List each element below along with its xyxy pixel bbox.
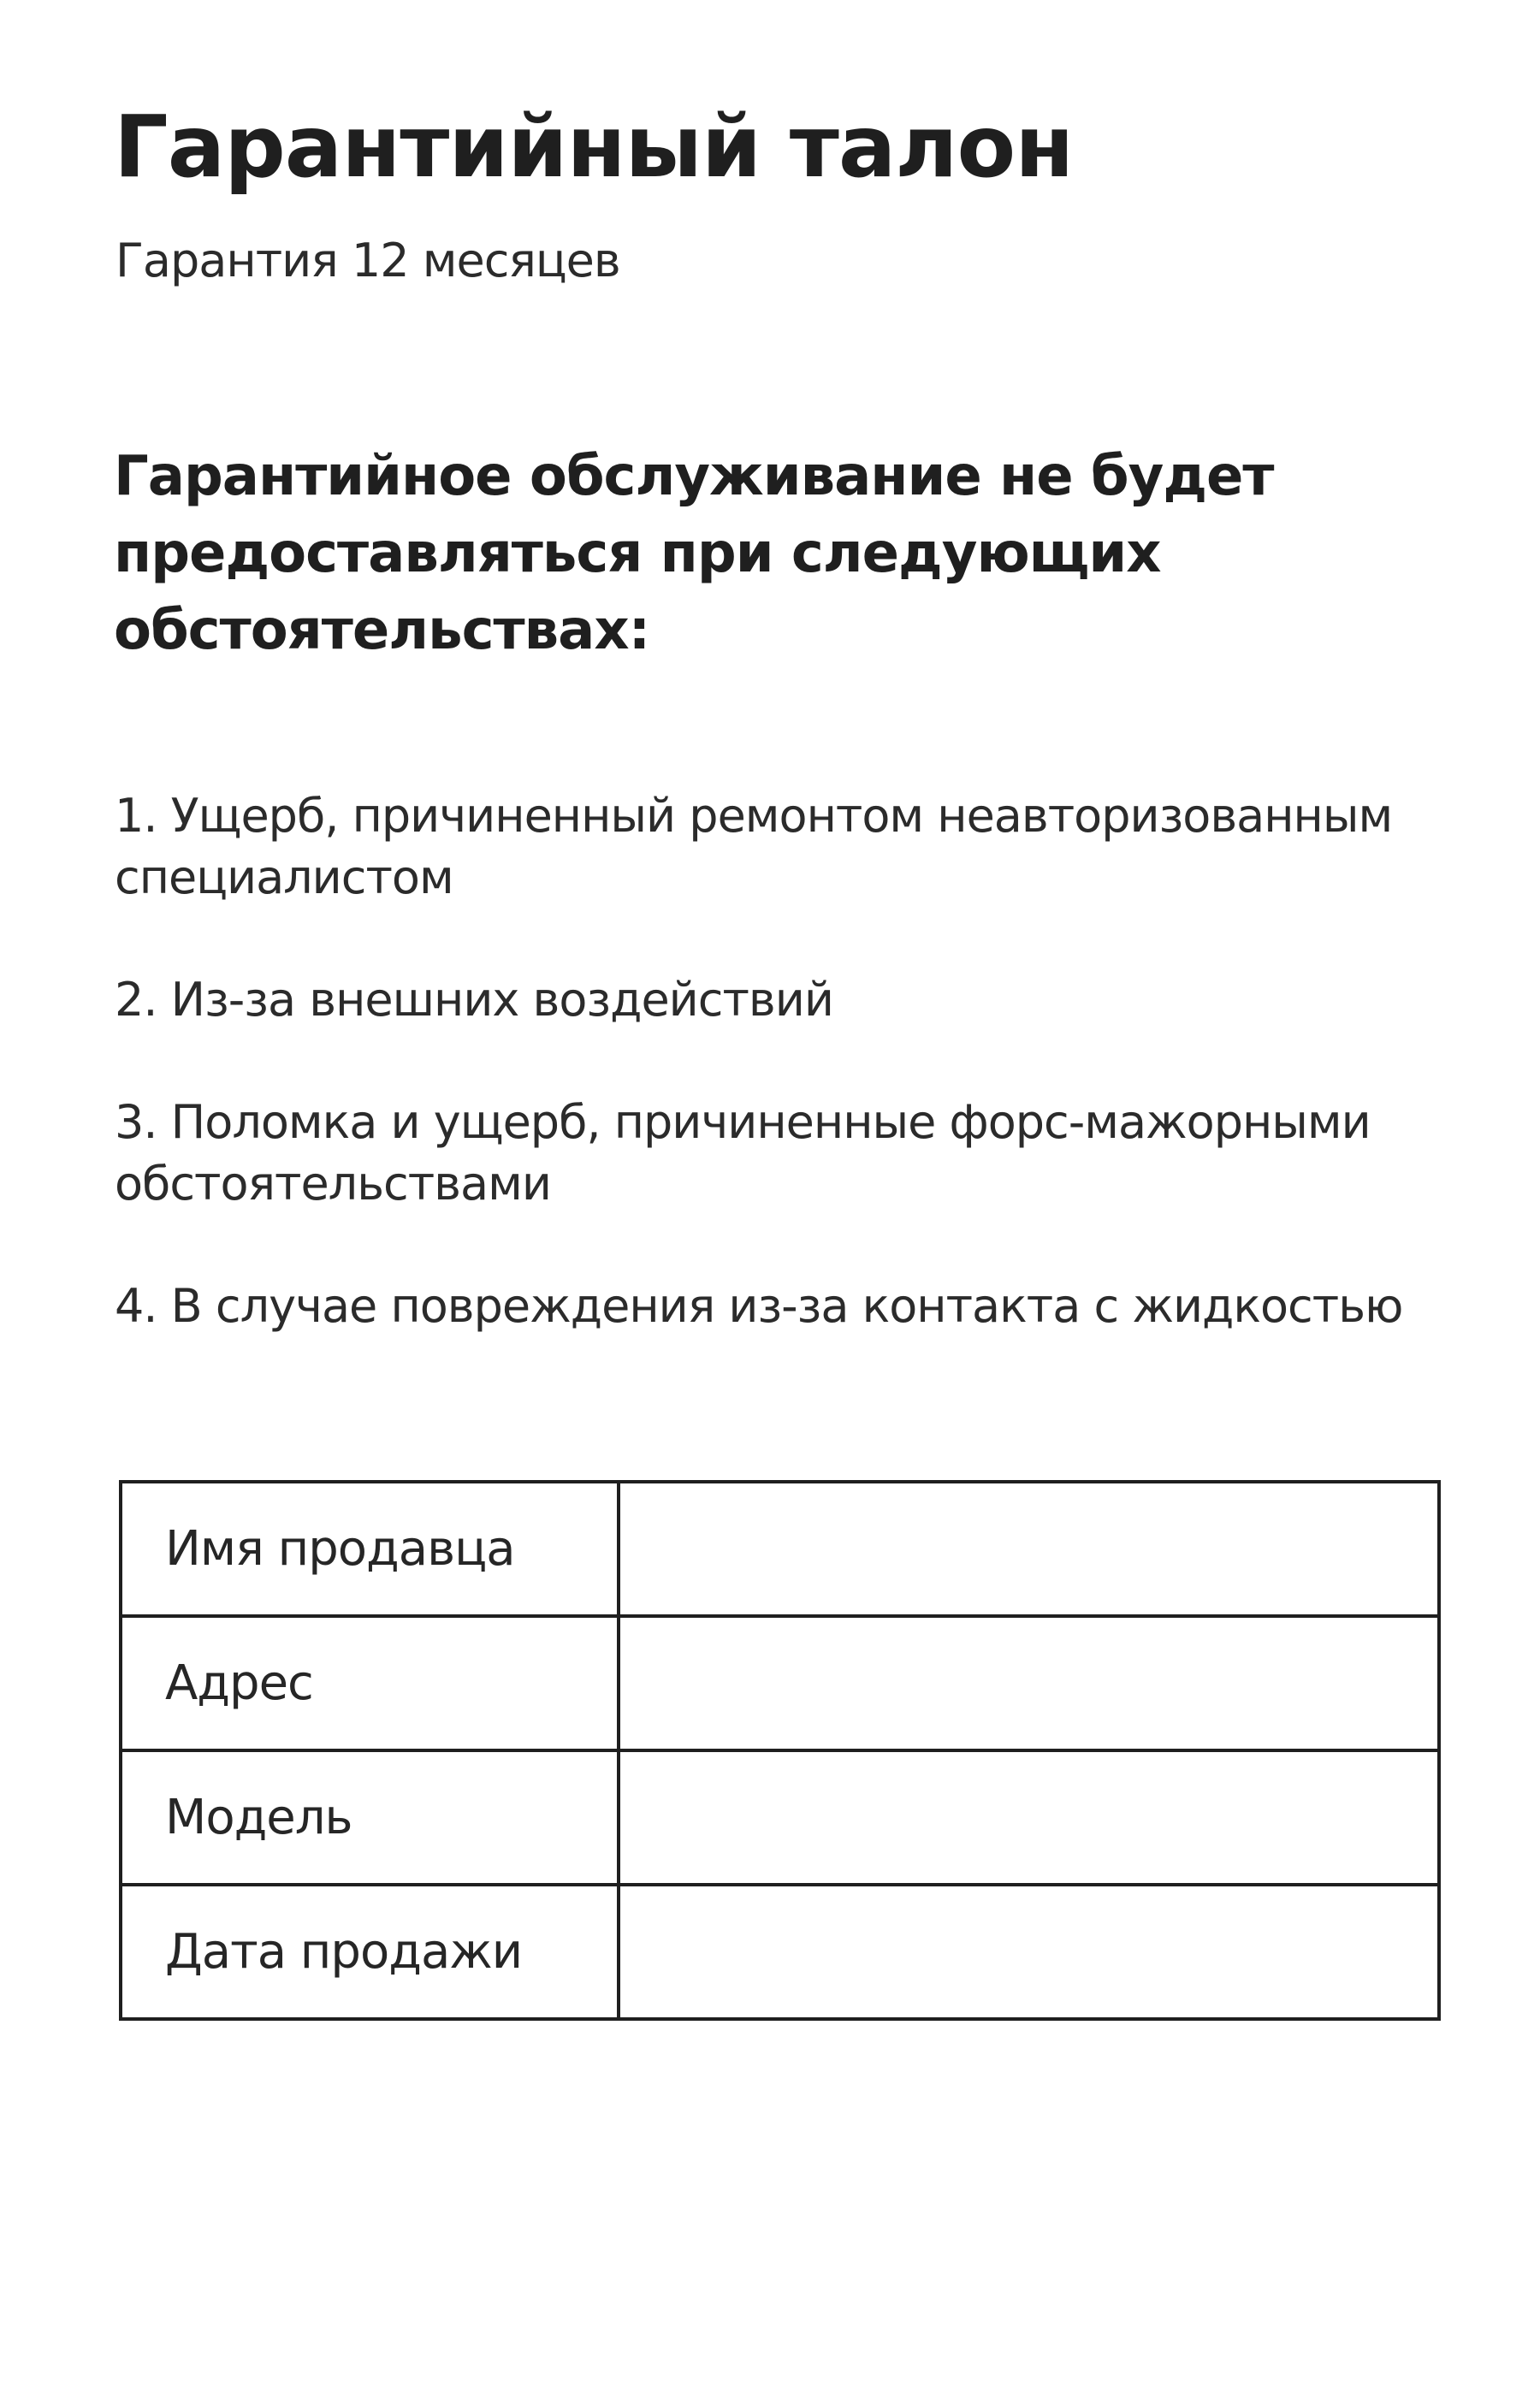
address-field[interactable] (619, 1616, 1439, 1750)
exclusions-heading-line: Гарантийное обслуживание не будет (114, 445, 1274, 508)
exclusion-text-line: 2. Из-за внешних воздействий (115, 973, 833, 1027)
exclusion-text-line: 3. Поломка и ущерб, причиненные форс-мажорными (115, 1095, 1371, 1149)
model-label: Модель (121, 1750, 619, 1885)
table-row-sale-date (121, 1885, 1439, 2019)
table-row-model (121, 1750, 1439, 1885)
exclusion-item-force-majeure (115, 1092, 1441, 1215)
exclusion-text-line: обстоятельствами (115, 1157, 551, 1211)
seller-name-field[interactable] (619, 1482, 1439, 1616)
table-row-address (121, 1616, 1439, 1750)
exclusion-text-line: специалистом (115, 850, 453, 904)
exclusion-item-liquid-damage (115, 1276, 1441, 1337)
exclusions-heading (114, 438, 1397, 669)
sale-date-label: Дата продажи (121, 1885, 619, 2019)
exclusion-item-external-impact (115, 969, 1441, 1031)
address-label: Адрес (121, 1616, 619, 1750)
page-title: Гарантийный талон (114, 97, 1074, 197)
warranty-period-subtitle: Гарантия 12 месяцев (116, 234, 620, 287)
sale-details-table (119, 1480, 1441, 2021)
seller-name-label: Имя продавца (121, 1482, 619, 1616)
model-field[interactable] (619, 1750, 1439, 1885)
exclusions-list (115, 785, 1441, 1398)
table-row-seller-name (121, 1482, 1439, 1616)
exclusions-heading-line: предоставляться при следующих (114, 522, 1161, 585)
sale-date-field[interactable] (619, 1885, 1439, 2019)
exclusion-text-line: 1. Ущерб, причиненный ремонтом неавторизованным (115, 789, 1393, 843)
exclusions-heading-line: обстоятельствах: (114, 599, 650, 662)
exclusion-text-line: 4. В случае повреждения из-за контакта с жидкостью (115, 1279, 1403, 1333)
exclusion-item-unauthorized-repair (115, 785, 1441, 909)
